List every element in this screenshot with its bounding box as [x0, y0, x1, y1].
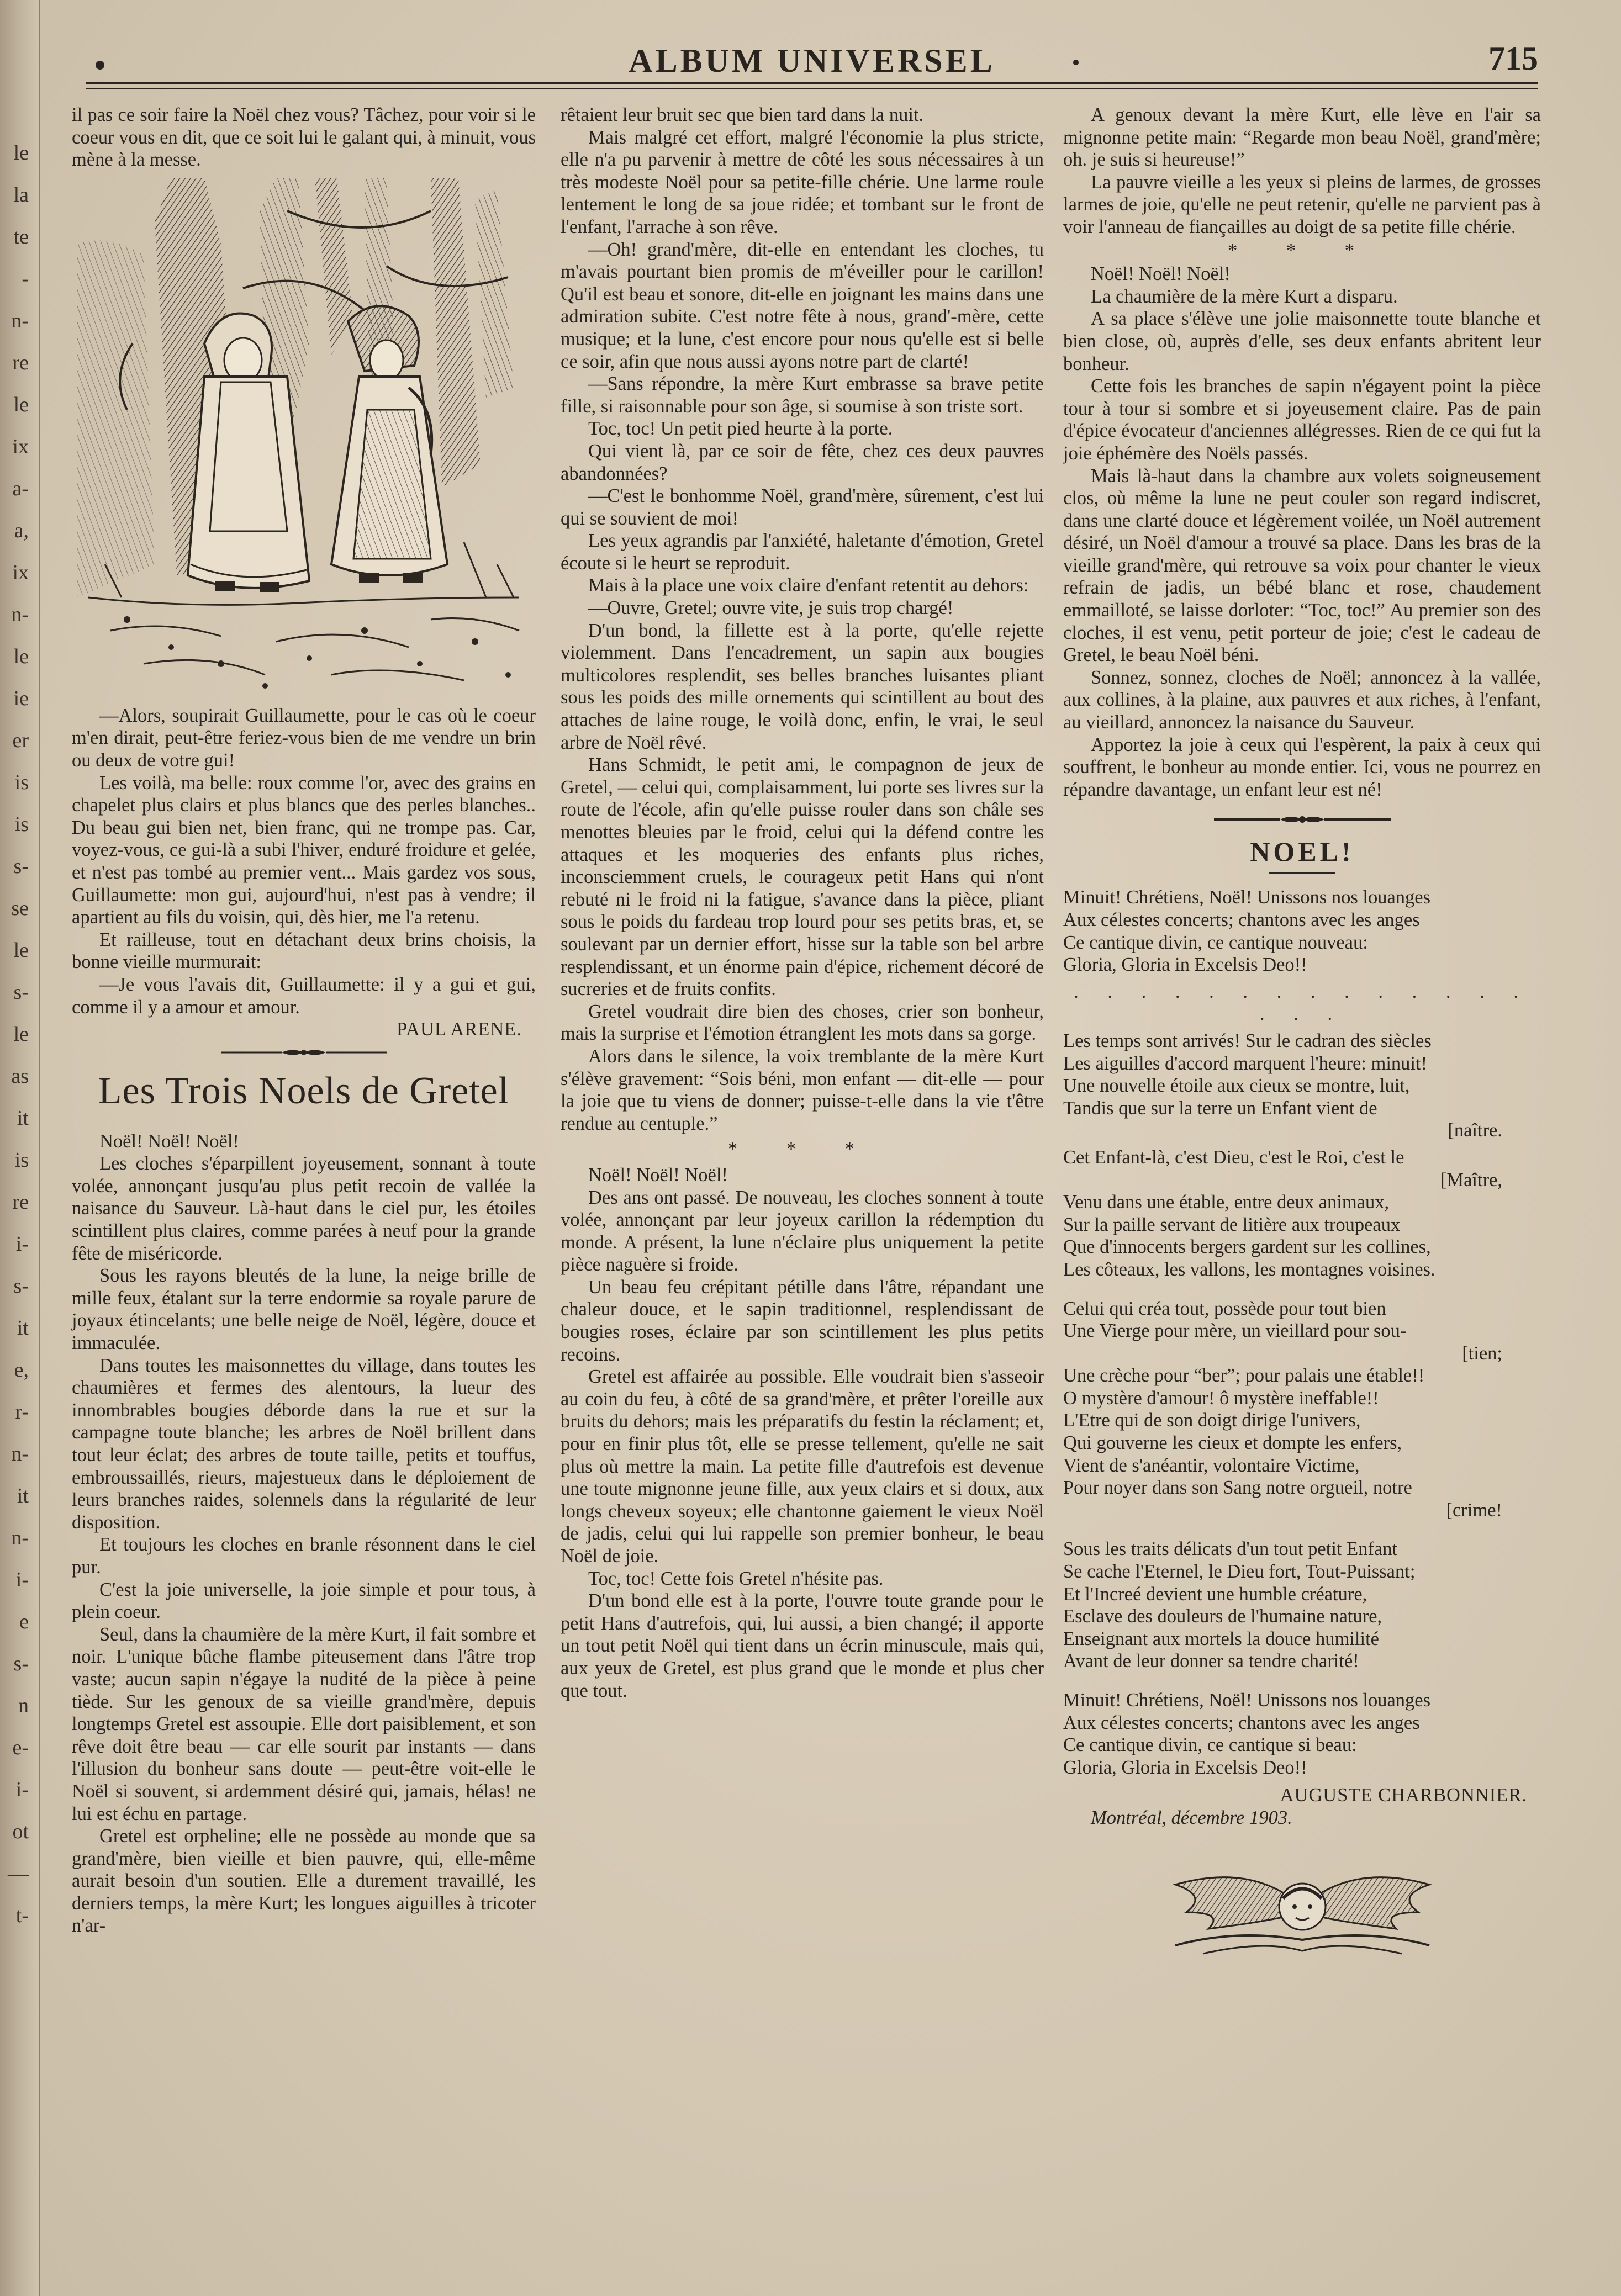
cherub-ornament	[1153, 1851, 1451, 1962]
poem-line: Les côteaux, les vallons, les montagnes voisines.	[1063, 1258, 1435, 1280]
paragraph: D'un bond elle est à la porte, l'ouvre toute grande pour le petit Hans d'autrefois, qui, lui aussi, a bien changé; il apporte un tout petit Noël qui tient dans un écrin minuscule, mais qui, aux yeux de Gretel, est plus grand que le monde et plus cher que tout.	[561, 1590, 1044, 1701]
column-1	[72, 104, 536, 1937]
spine-text-fragment: se	[11, 897, 29, 920]
spine-text-fragment: te	[13, 225, 29, 248]
poem-line: Sur la paille servant de litière aux troupeaux	[1063, 1214, 1401, 1235]
paragraph: Les cloches s'éparpillent joyeusement, sonnant à toute volée, annonçant jusqu'au plus petit recoin de vallée la naisance du Sauveur. Là-haut dans le ciel pur, les étoiles scintillent plus claires, comme parées à neuf pour la grande fête de miséricorde.	[72, 1153, 536, 1264]
paragraph: Les voilà, ma belle: roux comme l'or, avec des grains en chapelet plus clairs et plus blancs que des perles blanches.. Du beau gui bien net, bien franc, qui ne trompe pas. Car, voyez-vous, ce gui-là a subi l'hiver, enduré froidure et gelée, et n'est pas tombé au premier vent... Mais gardez vos sous, Guillaumette: mon gui, aujourd'hui, n'est pas à vendre; il apartient au fils du voisin, qui, dès hier, me l'a retenu.	[72, 772, 536, 928]
poem-stanza-2	[1063, 1030, 1541, 1281]
spine-text-fragment: e,	[14, 1358, 29, 1382]
paragraph: Sous les rayons bleutés de la lune, la neige brille de mille feux, étalant sur la terre endormie sa royale parure de joyaux étincelants; une belle neige de Noël, légère, douce et immaculée.	[72, 1265, 536, 1354]
poem-stanza-3	[1063, 1298, 1541, 1522]
place-date: Montréal, décembre 1903.	[1091, 1807, 1292, 1828]
poem-title-underline	[1269, 872, 1335, 874]
paragraph: Hans Schmidt, le petit ami, le compagnon de jeux de Gretel, — celui qui, complaisamment, lui porte ses livres sur la route de l'école, afin qu'elle puisse rouler dans son châle ses menottes bleuies par le froid, celui qui la défend contre les attaques et les moqueries des enfants plus riches, inconsciemment cruels, le courageux petit Hans qui n'ont rebuté ni le froid ni la fatigue, s'avance dans la pièce, pliant sous le poids du fardeau trop lourd pour ses petits bras, et, se soulevant par un dernier effort, hisse sur la table son bel arbre resplendissant, et un énorme pain d'épice, richement décoré de sucreries et de fruits confits.	[561, 754, 1044, 1000]
poem-line: Aux célestes concerts; chantons avec les anges	[1063, 909, 1420, 930]
story-body	[72, 1130, 536, 1937]
poem-line: Aux célestes concerts; chantons avec les anges	[1063, 1712, 1420, 1733]
spine-text-fragment: le	[13, 393, 29, 416]
story-title: Les Trois Noels de Gretel	[98, 1069, 510, 1112]
poem-line: Celui qui créa tout, possède pour tout bien	[1063, 1298, 1386, 1319]
spine-text-fragment: s-	[13, 855, 29, 878]
separator-ornament	[1214, 813, 1391, 826]
poem-line: Vient de s'anéantir, volontaire Victime,	[1063, 1454, 1360, 1476]
poem-line-continuation: [Maître,	[1440, 1169, 1502, 1191]
paragraph: Les yeux agrandis par l'anxiété, haletante d'émotion, Gretel écoute si le heurt se reproduit.	[561, 530, 1044, 574]
illustration-girls-in-forest	[77, 178, 530, 697]
spine-text-fragment: n	[18, 1694, 29, 1717]
spine-text-fragment: n-	[11, 603, 29, 626]
spine-text-fragment: as	[11, 1065, 29, 1088]
poem-line: Avant de leur donner sa tendre charité!	[1063, 1650, 1359, 1672]
poem-line: Que d'innocents bergers gardent sur les collines,	[1063, 1236, 1431, 1258]
spine-text-fragment: n-	[11, 309, 29, 332]
spine-text-fragment: is	[14, 771, 29, 794]
stanza-gap	[1063, 1673, 1541, 1689]
section-stars: * * *	[728, 1139, 876, 1160]
paragraph: Noël! Noël! Noël!	[1091, 263, 1231, 285]
paragraph: —Sans répondre, la mère Kurt embrasse sa brave petite fille, si raisonnable pour son âge, si soumise à son triste sort.	[561, 373, 1044, 417]
separator-ornament	[221, 1046, 387, 1059]
spine-text-fragment: r-	[15, 1400, 29, 1424]
poem-line: Et l'Increé devient une humble créature,	[1063, 1583, 1367, 1605]
paragraph: Et railleuse, tout en détachant deux brins choisis, la bonne vieille murmurait:	[72, 929, 536, 973]
paragraph: Seul, dans la chaumière de la mère Kurt, il fait sombre et noir. L'unique bûche flambe piteusement dans l'âtre trop vaste; aucun sapin n'égaye la nudité de la pièce à peine tiède. Sur les genoux de sa vieille grand'mère, depuis longtemps Gretel est assoupie. Elle dort paisiblement, et son rêve doit être beau — car elle sourit par instants — dans l'illusion du bonheur sans doute — peut-être voit-elle le Noël si souvent, si ardemment désiré qui, jamais, hélas! ne lui est échu en partage.	[72, 1623, 536, 1824]
spine-text-fragment: i-	[15, 1778, 29, 1801]
paragraph: Mais là-haut dans la chambre aux volets soigneusement clos, où même la lune ne peut couler son regard indiscret, dans une clarté douce et légèrement voilée, un Noël autrement désiré, un Noël d'amour a trouvé sa place. Dans les bras de la vieille grand'mère, qui retrouve sa voix pour chanter le vieux refrain de jadis, un bébé blanc et rose, chaudement emmailloté, se laisse dorloter: “Toc, toc!” Au premier son des cloches, il est venu, petit porteur de joie; c'est le cadeau de Gretel, le beau Noël béni.	[1063, 465, 1541, 666]
paragraph: Gretel est orpheline; elle ne possède au monde que sa grand'mère, bien vieille et bien pauvre, qui, elle-même aurait besoin d'un soutien. Elle a durement travaillé, les derniers temps, la mère Kurt; les longues aiguilles à tricoter n'ar-	[72, 1826, 536, 1937]
spine-text-fragment: it	[17, 1484, 29, 1507]
spine-text-fragment: —	[8, 1862, 29, 1885]
paragraph: rêtaient leur bruit sec que bien tard dans la nuit.	[561, 104, 924, 125]
spine-text-fragment: a-	[12, 477, 29, 500]
poem-line: Une nouvelle étoile aux cieux se montre, luit,	[1063, 1075, 1410, 1097]
girl-right	[331, 306, 447, 583]
author-signature: PAUL ARENE.	[397, 1019, 522, 1040]
paragraph: —Oh! grand'mère, dit-elle en entendant les cloches, tu m'avais pourtant bien promis de m'éveiller pour le carillon! Qu'il est beau et sonore, dit-elle en joignant les mains dans une admiration subite. C'est notre fête à nous, grand'-mère, cette musique; et la lune, c'est encore pour nous qu'elle est si belle ce soir, afin que nous aussi ayons notre part de clarté!	[561, 239, 1044, 372]
spine-text-fragment: it	[17, 1107, 29, 1130]
spine-text-fragment: n-	[11, 1526, 29, 1549]
paragraph: Et toujours les cloches en branle résonnent dans le ciel pur.	[72, 1534, 536, 1578]
spine-text-fragment: ix	[12, 561, 29, 584]
poem-line: Venu dans une étable, entre deux animaux,	[1063, 1192, 1390, 1213]
spine-text-fragment: e	[19, 1610, 29, 1633]
binding-edge	[0, 0, 40, 2296]
poem-line-continuation: [tien;	[1462, 1342, 1502, 1364]
poem-line: Se cache l'Eternel, le Dieu fort, Tout-Puissant;	[1063, 1561, 1416, 1583]
paragraph: —Alors, soupirait Guillaumette, pour le cas où le coeur m'en dirait, peut-être feriez-vous bien de me vendre un brin ou deux de votre gui!	[72, 705, 536, 771]
poem-stanza-1	[1063, 886, 1541, 976]
poem-line: Gloria, Gloria in Excelsis Deo!!	[1063, 954, 1307, 976]
poem-line: Une Vierge pour mère, un vieillard pour sou-	[1063, 1320, 1407, 1342]
spine-text-fragment: le	[13, 645, 29, 668]
spine-text-fragment: it	[17, 1316, 29, 1340]
paragraph: A sa place s'élève une jolie maisonnette toute blanche et bien close, où, auprès d'elle, ses deux enfants abritent leur bonheur.	[1063, 308, 1541, 374]
poem-line-continuation: [naître.	[1448, 1120, 1502, 1141]
spine-text-fragment: le	[13, 939, 29, 962]
poem-line: Tandis que sur la terre un Enfant vient de	[1063, 1097, 1377, 1119]
paragraph: C'est la joie universelle, la joie simple et pour tous, à plein coeur.	[72, 1579, 536, 1623]
paragraph: Noël! Noël! Noël!	[588, 1164, 728, 1186]
spine-text-fragment: le	[13, 1023, 29, 1046]
poem-line-continuation: [crime!	[1446, 1499, 1502, 1521]
journal-title: ALBUM UNIVERSEL	[629, 43, 995, 79]
section-stars: * * *	[1228, 240, 1376, 261]
poem-line: Gloria, Gloria in Excelsis Deo!!	[1063, 1757, 1307, 1778]
spine-text-fragment: re	[12, 1191, 29, 1214]
paragraph: A genoux devant la mère Kurt, elle lève en l'air sa mignonne petite main: “Regarde mon beau Noël, grand'mère; oh. je suis si heureuse!”	[1063, 104, 1541, 171]
spine-text-fragment: le	[13, 141, 29, 165]
spine-text-fragment: er	[12, 729, 29, 752]
paragraph: Gretel voudrait dire bien des choses, crier son bonheur, mais la surprise et l'émotion étranglent les mots dans sa gorge.	[561, 1001, 1044, 1045]
page-number: 715	[1488, 40, 1538, 77]
spine-text-fragment: a,	[14, 519, 29, 542]
spine-text-fragment: e-	[12, 1736, 29, 1759]
paragraph: Cette fois les branches de sapin n'égayent point la pièce tour à tour si sombre et si joyeusement claire. Pas de pain d'épice évocateur d'anciennes allégresses. Rien de ce qui fut la joie éphémère des Noëls passés.	[1063, 375, 1541, 464]
spine-text-fragment: ix	[12, 435, 29, 458]
spine-text-fragment: re	[12, 351, 29, 374]
spine-text-fragment: s-	[13, 1652, 29, 1675]
spine-text-fragment: -	[22, 267, 29, 290]
spine-text-fragment: is	[14, 1149, 29, 1172]
paragraph: Un beau feu crépitant pétille dans l'âtre, répandant une chaleur douce, et le sapin traditionnel, resplendissant de bougies roses, éclaire par son scintillement les plus petits recoins.	[561, 1276, 1044, 1365]
paragraph: Noël! Noël! Noël!	[99, 1130, 239, 1152]
poem-line: Les temps sont arrivés! Sur le cadran des siècles	[1063, 1030, 1432, 1051]
column-2	[561, 104, 1044, 1702]
poem-line: Esclave des douleurs de l'humaine nature,	[1063, 1606, 1382, 1627]
stanza-gap	[1063, 1281, 1541, 1298]
paragraph: Gretel est affairée au possible. Elle voudrait bien s'asseoir au coin du feu, à côté de sa grand'mère, et prêter l'oreille aux bruits du dehors; mais les préparatifs du festin la réclament; et, pour en finir plus tôt, elle se presse tellement, qu'elle ne sait plus où mettre la main. La petite fille d'autrefois est devenue une toute mignonne jeune fille, aux yeux clairs et si doux, aux longs cheveux soyeux; elle chantonne gaiement le vieux Noël de jadis, celui qui lui rappelle son premier bonheur, le beau Noël de joie.	[561, 1366, 1044, 1567]
paragraph: Sonnez, sonnez, cloches de Noël; annoncez à la vallée, aux collines, à la plaine, aux pauvres et aux riches, à l'enfant, au vieillard, annoncez la naisance du Sauveur.	[1063, 666, 1541, 733]
paragraph: —Ouvre, Gretel; ouvre vite, je suis trop chargé!	[588, 597, 954, 619]
poem-line: Qui gouverne les cieux et dompte les enfers,	[1063, 1432, 1402, 1454]
spine-text-fragment: t-	[15, 1904, 29, 1927]
poem-line: Enseignant aux mortels la douce humilité	[1063, 1628, 1379, 1649]
page-header	[86, 39, 1538, 99]
paragraph: —Je vous l'avais dit, Guillaumette: il y a gui et gui, comme il y a amour et amour.	[72, 974, 536, 1018]
poem-line: Une crèche pour “ber”; pour palais une étable!!	[1063, 1365, 1425, 1387]
spine-text-fragment: n-	[11, 1442, 29, 1466]
paragraph: Dans toutes les maisonnettes du village, dans toutes les chaumières et fermes des alentours, la lueur des innombrables bougies déborde dans la rue et sur la campagne toute blanche; les arbres de Noël brillent dans tout leur éclat; des arbres de toute taille, petits et touffus, embroussaillés, rieurs, majestueux dans le déploiement de leurs branches raides, solennels dans la régularité de leur disposition.	[72, 1355, 536, 1533]
poem-stanza-5	[1063, 1689, 1541, 1779]
header-dot-right	[1073, 60, 1079, 65]
dotted-separator: . . . . . . . . . . . . . . . . .	[1074, 981, 1530, 1025]
paragraph: il pas ce soir faire la Noël chez vous? Tâchez, pour voir si le coeur vous en dit, que ce soit lui le galant qui, à minuit, vous mène à la messe.	[72, 104, 536, 171]
poem-line: Ce cantique divin, ce cantique nouveau:	[1063, 932, 1368, 953]
poem-line: Les aiguilles d'accord marquent l'heure: minuit!	[1063, 1052, 1428, 1074]
paragraph: Mais à la place une voix claire d'enfant retentit au dehors:	[588, 575, 1029, 596]
poem-title: NOEL!	[1250, 836, 1354, 867]
header-rule-thin	[86, 88, 1538, 89]
paragraph: La chaumière de la mère Kurt a disparu.	[1091, 285, 1398, 307]
spine-text-fragment: s-	[13, 981, 29, 1004]
poem-line: L'Etre qui de son doigt dirige l'univers,	[1063, 1410, 1361, 1431]
poem-line: Pour noyer dans son Sang notre orgueil, notre	[1063, 1477, 1412, 1499]
spine-text-fragment: is	[14, 813, 29, 836]
poem-line: Minuit! Chrétiens, Noël! Unissons nos louanges	[1063, 887, 1431, 908]
poem-line: Ce cantique divin, ce cantique si beau:	[1063, 1734, 1357, 1756]
poem-stanza-4	[1063, 1538, 1541, 1673]
spine-text-fragment: ie	[13, 687, 29, 710]
spine-text-fragment: i-	[15, 1568, 29, 1591]
paragraph: Des ans ont passé. De nouveau, les cloches sonnent à toute volée, annonçant par leur joyeux carillon la rédemption du monde. A présent, la lune n'éclaire plus uniquement la petite pièce naguère si froide.	[561, 1187, 1044, 1276]
spine-text-fragment: ot	[12, 1820, 29, 1843]
paragraph: La pauvre vieille a les yeux si pleins de larmes, de grosses larmes de joie, qu'elle ne peut retenir, qu'elle ne parvient pas à voir l'anneau de fiançailles au doigt de sa petite fille chérie.	[1063, 171, 1541, 237]
poem-line: O mystère d'amour! ô mystère ineffable!!	[1063, 1387, 1379, 1409]
spine-text-fragment: i-	[15, 1232, 29, 1256]
poem-line: Minuit! Chrétiens, Noël! Unissons nos louanges	[1063, 1690, 1431, 1711]
paragraph: Toc, toc! Un petit pied heurte à la porte.	[588, 418, 893, 440]
poem-line: Cet Enfant-là, c'est Dieu, c'est le Roi, c'est le	[1063, 1146, 1404, 1168]
paragraph: Alors dans le silence, la voix tremblante de la mère Kurt s'élève gravement: “Sois béni, mon enfant — dit-elle — pour la joie que tu viens de donner; puisse-t-elle dans la vie t'être rendue au centuple.”	[561, 1045, 1044, 1134]
spine-text-fragment: la	[13, 183, 29, 207]
poem-line: Sous les traits délicats d'un tout petit Enfant	[1063, 1538, 1398, 1560]
paragraph: Toc, toc! Cette fois Gretel n'hésite pas.	[588, 1568, 884, 1589]
stanza-gap	[1063, 1521, 1541, 1538]
paragraph: Mais malgré cet effort, malgré l'économie la plus stricte, elle n'a pu parvenir à mettre de côté les sous nécessaires à un très modeste Noël pour sa petite-fille chérie. Une larme roule lentement le long de sa joue ridée; et tombant sur le front de l'enfant, l'arrache à son rêve.	[561, 126, 1044, 237]
col1-after-image	[72, 705, 536, 1041]
paragraph: Qui vient là, par ce soir de fête, chez ces deux pauvres abandonnées?	[561, 440, 1044, 484]
paragraph: —C'est le bonhomme Noël, grand'mère, sûrement, c'est lui qui se souvient de moi!	[561, 485, 1044, 529]
paragraph: D'un bond, la fillette est à la porte, qu'elle rejette violemment. Dans l'encadrement, un sapin aux bougies multicolores resplendit, ses belles branches luisantes pliant sous les poids des mille ornements qui scintillent au bout des attaches de laine rouge, le voilà donc, enfin, le vrai, le seul arbre de Noël rêvé.	[561, 620, 1044, 753]
paragraph: Apportez la joie à ceux qui l'espèrent, la paix à ceux qui souffrent, le bonheur au monde entier. Ici, vous ne pourrez en répandre davantage, un enfant leur est né!	[1063, 734, 1541, 800]
header-rule-thick	[86, 82, 1538, 84]
col1-intro	[72, 104, 536, 171]
column-3	[1063, 104, 1541, 1962]
author-signature: AUGUSTE CHARBONNIER.	[1280, 1785, 1527, 1806]
spine-text-fragment: s-	[13, 1274, 29, 1298]
